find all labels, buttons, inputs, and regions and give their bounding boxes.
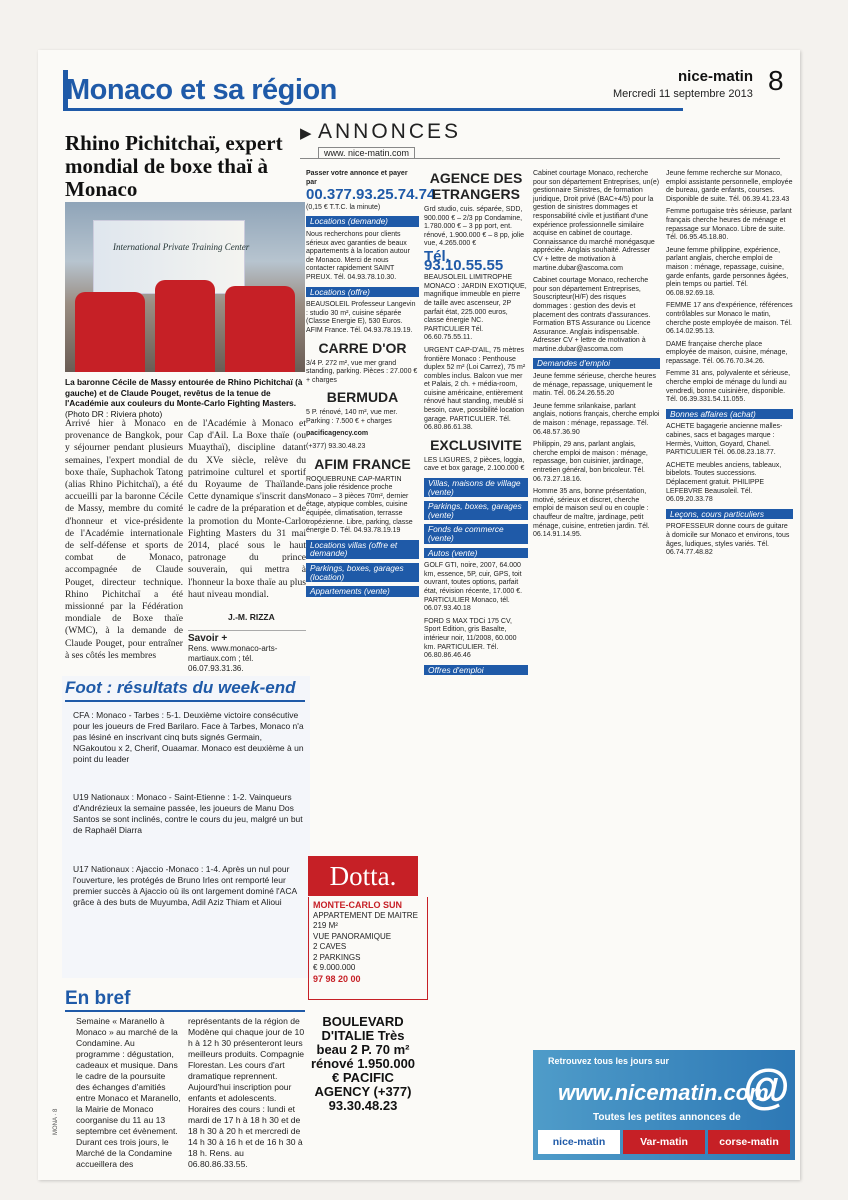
- ad-item: Femme 31 ans, polyvalente et sérieuse, cherche emploi de ménage du lundi au vendredi, bonne cuisinière, disponible. Tél. 06.39.331.54.11.055.: [666, 370, 791, 404]
- page-number: 8: [768, 65, 784, 96]
- savoir-plus-box: [188, 630, 306, 674]
- photo-person-left: [75, 292, 145, 372]
- ad-item: BEAUSOLEIL LIMITROPHE MONACO : JARDIN EXOTIQUE, magnifique immeuble en pierre de taille avec ascenseur, 2P parfait état, 225.000 euros, classe énergie NC. PARTICULIER Tél. 06.60.75.55.11.: [424, 274, 527, 342]
- ad-heading-lecons: Leçons, cours particuliers: [666, 509, 793, 520]
- ad-heading-fonds: Fonds de commerce (vente): [424, 524, 528, 543]
- newspaper-page: [38, 50, 800, 1180]
- section-rule: [63, 108, 683, 111]
- caption-text: La baronne Cécile de Massy entourée de Rhino Pichitchaï (à gauche) et de Claude Pouget, revêtus de la tenue de l'Académie aux couleurs du Monte-Carlo Fighting Masters.: [65, 377, 303, 408]
- dotta-ad-line: 2 PARKINGS: [313, 952, 361, 962]
- ad-item: ROQUEBRUNE CAP-MARTIN Dans jolie résidence proche Monaco – 3 pièces 70m², dernier étage, atypique combles, cuisine équipée, climatisation, terrasse tropézienne. Libre, parking, classe énergie D. Tél. 04.93.78.19.19: [306, 475, 413, 535]
- ad-item: Homme 35 ans, bonne présentation, motivé, sérieux et discret, cherche emploi de maison seul ou en couple : chauffeur de maître, jardinage, petit ménage, cuisine, entretien jardin. Tél. 06.14.91.14.95.: [533, 488, 650, 539]
- ad-item: Femme portugaise très sérieuse, parlant français cherche heures de ménage et repassage sur Monaco. Libre de suite. Tél. 06.95.45.18.80.: [666, 208, 792, 242]
- photo-person-center: [155, 280, 215, 372]
- ads-column-2: [424, 170, 528, 679]
- ad-item: Cabinet courtage Monaco, recherche pour son département Entreprises, Souscripteur(H/F) des risques dommages : gestion des devis et placement des contrats d'assurances. Formation BTS Assurance ou Licence Assurance. Anglais indispensable. Adresser CV + lettre de motivation à martine.dubar@ascoma.com: [533, 277, 651, 353]
- ads-column-4: [666, 170, 793, 562]
- ad-agency-etrangers: AGENCE DES ETRANGERS: [429, 170, 523, 202]
- dotta-ad-line: 2 CAVES: [313, 942, 347, 951]
- article-headline: Rhino Pichitchaï, expert mondial de boxe thaï à Monaco: [65, 131, 283, 201]
- ad-heading-appartements: Appartements (vente): [306, 586, 419, 597]
- ad-item: 3/4 P. 272 m², vue mer grand standing, parking. Pièces : 27.000 € + charges: [306, 359, 418, 384]
- foot-item-cfa: CFA : Monaco - Tarbes : 5-1. Deuxième victoire consécutive pour les joueurs de Fred Barilaro. Face à Tarbes, Monaco n'a pas lésiné en inscrivant cinq buts signés Germain, NGakoutou x 2, Cherif, Ouaamar. Monaco est deuxième à un point du leader: [73, 710, 304, 764]
- ad-pay-intro: Passer votre annonce et payer par: [306, 170, 408, 186]
- annonces-url: www. nice-matin.com: [318, 147, 415, 159]
- ad-heading-offres-emploi: Offres d'emploi: [424, 665, 528, 676]
- side-label: MONA · 8: [53, 1108, 59, 1135]
- en-bref-column-2: représentants de la région de Modène qui chaque jour de 10 h à 12 h 30 présenteront leurs meilleurs produits. Compagnie Florestan. Les cours d'art dramatique reprennent. Aujourd'hui inscription pour enfants et adolescents. Horaires des cours : lundi et mardi de 17 h à 18 h 30 et de 18 h 30 à 20 h et mercredi de 14 h 30 à 16 h et de 16 h 30 à 18 h. Rens. au 06.80.86.33.55.: [188, 1016, 305, 1169]
- annonces-title: ANNONCES: [318, 120, 462, 143]
- boulevard-italie-ad: BOULEVARD D'ITALIE Très beau 2 P. 70 m² rénové 1.950.000 € PACIFIC AGENCY (+377) 93.30.48.23: [310, 1014, 416, 1113]
- ad-item: Jeune femme recherche sur Monaco, emploi assistante personnelle, employée de bureau, garde enfants, courses. Disponible de suite. Tél. 06.39.41.23.43: [666, 170, 793, 203]
- ad-item: Philippin, 29 ans, parlant anglais, cherche emploi de maison : ménage, repassage, bon cuisinier, jardinage, entretien général, bon bricoleur. Tél. 06.73.27.18.16.: [533, 441, 648, 483]
- en-bref-title: En bref: [65, 988, 131, 1009]
- ad-heading-demandes-emploi: Demandes d'emploi: [533, 358, 660, 369]
- foot-item-u19: U19 Nationaux : Monaco - Saint-Etienne : 1-2. Vainqueurs d'Andrézieux la semaine passée, les joueurs de Manu Dos Santos se sont inclinés, contre le cours du jeu, malgré un but de Raphaël Diarra: [73, 792, 303, 835]
- promo-tagline: Retrouvez tous les jours sur: [548, 1056, 670, 1066]
- ad-pay-phone: 00.377.93.25.74.74: [306, 186, 436, 204]
- promo-brands: [538, 1130, 790, 1154]
- photo-caption: [65, 377, 305, 419]
- dotta-ad-title: MONTE-CARLO SUN: [313, 900, 402, 910]
- article-signature: J.-M. RIZZA: [228, 612, 275, 622]
- brand-corse-matin: corse-matin: [708, 1130, 790, 1154]
- brand-var-matin: Var-matin: [623, 1130, 705, 1154]
- ad-item: Jeune femme srilankaise, parlant anglais, notions français, cherche emploi de maison : ménage, repassage. Tél. 06.48.57.36.90: [533, 402, 660, 436]
- ad-heading-parkings: Parkings, boxes, garages (location): [306, 563, 419, 582]
- ad-item: PROFESSEUR donne cours de guitare à domicile sur Monaco et environs, tous âges, ludiques, styles variés. Tél. 06.74.77.48.82: [666, 523, 790, 557]
- ad-heading-villas-vente: Villas, maisons de village (vente): [424, 478, 528, 497]
- dotta-ad-line: VUE PANORAMIQUE: [313, 931, 392, 941]
- article-column-1: Arrivé hier à Monaco en provenance de Bangkok, pour y séjourner pendant plusieurs semaines, l'expert mondial de boxe thaïe, Suphachok Tatong (alias Rhino Pichitchaï), a été accueilli par la baronne Cécile de Massy, membre du comité d'honneur et vice-présidente de l'Académie internationale de self-défense et sports de combat de Monaco, accompagnée de Claude Pouget, directeur technique. Rhino Pichitchaï a été missionné par la Fédération mondiale de Boxe thaïe (WMC), à la demande de Claude Pouget, pour entraîner à ses côtés les membres: [65, 418, 183, 661]
- ad-item: Cabinet courtage Monaco, recherche pour son département Entreprises, un(e) gestionnaire Sinistres, de formation juridique, Droit privé (BAC+4/5) pour la gestion de sinistres dommages et responsabilité civile et justifiant d'une expérience professionnelle similaire acquise en cabinet de courtage. Connaissance du marché monégasque appréciée. Anglais souhaité. Adresser CV + lettre de motivation à martine.dubar@ascoma.com: [533, 170, 660, 272]
- en-bref-rule: [65, 1010, 305, 1012]
- ad-pay-note: (0,15 € T.T.C. la minute): [306, 203, 381, 211]
- promo-url[interactable]: www.nicematin.com: [558, 1080, 769, 1105]
- ad-item: Grd studio, cuis. séparée, SDD, 900.000 € – 2/3 pp Condamine, 1.780.000 € – 3 pp port, ent. rénové, 1.900.000 € – 8 pp, jolie vue, 4.265.000 €: [424, 206, 525, 248]
- ad-item: LES LIGURES, 2 pièces, loggia, cave et box garage, 2.100.000 €: [424, 456, 525, 473]
- annonces-rule: [300, 158, 780, 159]
- photo-credit: (Photo DR : Riviera photo): [65, 408, 163, 419]
- photo-person-right: [225, 286, 295, 372]
- ad-item: FORD S MAX TDCi 175 CV, Sport Edition, gris Basalte, intérieur noir, 11/2008, 60.000 km. PARTICULIER. Tél. 06.80.86.46.46: [424, 617, 517, 660]
- dotta-ad-line: APPARTEMENT DE MAITRE: [313, 910, 418, 920]
- ad-item: Jeune femme sérieuse, cherche heures de ménage, repassage, uniquement le matin. Tél. 06.24.26.55.20: [533, 373, 656, 398]
- ad-item: BEAUSOLEIL Professeur Langevin : studio 30 m², cuisine séparée (Classe Energie E), 530 Euros. AFIM France. Tél. 04.93.78.19.19.: [306, 301, 416, 334]
- ad-item: URGENT CAP-D'AIL, 75 mètres frontière Monaco : Penthouse duplex 52 m² (Loi Carrez), 75 m² combles inclus. Balcon vue mer et Palais, 2 ch. + média-room, cuisine américaine, entièrement rénové haut standing, meublé si besoin, cave, possibilité location garage. PARTICULIER. Tél. 06.80.86.61.38.: [424, 346, 526, 432]
- issue-date: Mercredi 11 septembre 2013: [613, 88, 753, 100]
- ad-item: 5 P. rénové, 140 m², vue mer. Parking : 7.500 € + charges: [306, 409, 398, 425]
- foot-item-u17: U17 Nationaux : Ajaccio -Monaco : 1-4. Après un nul pour l'ouverture, les protégés de Bruno Irles ont remporté leur premier succès à Ajaccio où ils ont largement dominé l'ACA grâce à des buts de Muyumba, Adil Aziz Thiam et Alioui: [73, 864, 297, 907]
- ad-item: ACHETE meubles anciens, tableaux, bibelots. Toutes successions. Déplacement gratuit. PHILIPPE LEFEBVRE Beausoleil. Tél. 06.09.20.33.78: [666, 461, 782, 504]
- savoir-plus-title: Savoir +: [188, 633, 228, 644]
- ads-column-3: [533, 170, 660, 544]
- article-photo: [65, 202, 305, 372]
- dotta-ad-price: € 9.000.000: [313, 963, 356, 972]
- section-title: Monaco et sa région: [66, 74, 337, 106]
- ad-item: DAME française cherche place employée de maison, cuisine, ménage, repassage. Tél. 06.76.70.34.26.: [666, 340, 788, 365]
- ad-big-afim: AFIM FRANCE: [314, 455, 411, 472]
- ad-item: GOLF GTI, noire, 2007, 64.000 km, essence, 5P, cuir, GPS, toit ouvrant, toutes options, parfait état, révision récente, 17.000 €. PARTICULIER Monaco, tél. 06.07.93.40.18: [424, 562, 523, 613]
- annonces-arrow-icon: ▶: [300, 125, 312, 142]
- ad-big-carre-dor: CARRE D'OR: [318, 339, 407, 356]
- dotta-ad-box: [308, 897, 428, 1000]
- foot-title: Foot : résultats du week-end: [65, 678, 296, 697]
- ad-item: Jeune femme philippine, expérience, parlant anglais, cherche emploi de maison : ménage, repassage, cuisine, garde enfants, garde personnes âgées, plein temps ou partiel. Tél. 06.08.92.69.18.: [666, 246, 789, 297]
- ad-item: Nous recherchons pour clients sérieux avec garanties de beaux appartements à la location autour de Monaco. Merci de nous contacter rapidement SAINT PREUX. Tél. 04.93.78.10.30.: [306, 230, 410, 281]
- savoir-plus-text: Rens. www.monaco-arts-martiaux.com ; tél. 06.07.93.31.36.: [188, 644, 278, 673]
- newspaper-brand: nice-matin: [678, 68, 754, 85]
- brand-nice-matin: nice-matin: [538, 1130, 620, 1154]
- ad-agency-name: pacificagency.com: [306, 430, 369, 438]
- dotta-ad-tel: 97 98 20 00: [313, 973, 361, 984]
- ad-heading-locations-demande: Locations (demande): [306, 216, 419, 227]
- ad-big-bermuda: BERMUDA: [326, 389, 399, 406]
- ad-item: ACHETE bagagerie ancienne malles-cabines, sacs et bagages marque : Hermès, Vuitton, Goyard, Chanel. PARTICULIER Tél. 06.08.23.18.77.: [666, 423, 783, 457]
- ad-heading-autos: Autos (vente): [424, 548, 528, 559]
- dotta-ad-logo: Dotta.: [308, 856, 418, 896]
- foot-rule: [65, 700, 305, 702]
- ad-heading-villas: Locations villas (offre et demande): [306, 540, 419, 559]
- ad-heading-bonnes-affaires: Bonnes affaires (achat): [666, 409, 793, 420]
- en-bref-column-1: Semaine « Maranello à Monaco » au marché de la Condamine. Au programme : dégustation, cadeaux et musique. Dans le cadre de la poursuite des échanges d'amitiés entre Monaco et Maranello, la Mairie de Monaco coorganise du 11 au 13 septembre cet évènement. Durant ces trois jours, le Marché de la Condamine accueillera des: [76, 1016, 181, 1169]
- ad-big-exclusivite: EXCLUSIVITE: [430, 436, 522, 453]
- article-column-2: de l'Académie à Monaco et Cap d'Ail. La Boxe thaïe (ou Muaythaï), discipline datant du XVe siècle, relève du patrimoine culturel et sportif du Royaume de Thaïlande. Cette dynamique s'inscrit dans le cadre de la préparation et de la promotion du Monte-Carlo Fighting Masters du 31 mai 2014, placé sous le haut patronage du prince souverain, qui mettra à l'honneur la boxe thaïe au plus haut niveau mondial.: [188, 418, 306, 600]
- ad-agency-tel: (+377) 93.30.48.23: [306, 443, 366, 451]
- ad-heading-parkings-vente: Parkings, boxes, garages (vente): [424, 501, 528, 520]
- photo-banner-text: International Private Training Center: [113, 242, 250, 252]
- ad-item: FEMME 17 ans d'expérience, références contrôlables sur Monaco le matin, cherche poste employée de maison. Tél. 06.14.02.95.13.: [666, 302, 793, 336]
- promo-subline: Toutes les petites annonces de: [593, 1112, 741, 1123]
- ad-heading-locations-offre: Locations (offre): [306, 287, 419, 298]
- at-sign-icon: @: [743, 1061, 790, 1114]
- ads-column-1: [306, 170, 436, 601]
- dotta-ad-line: 219 M²: [313, 921, 338, 930]
- ad-agency-tel: Tél. 93.10.55.55: [424, 247, 504, 274]
